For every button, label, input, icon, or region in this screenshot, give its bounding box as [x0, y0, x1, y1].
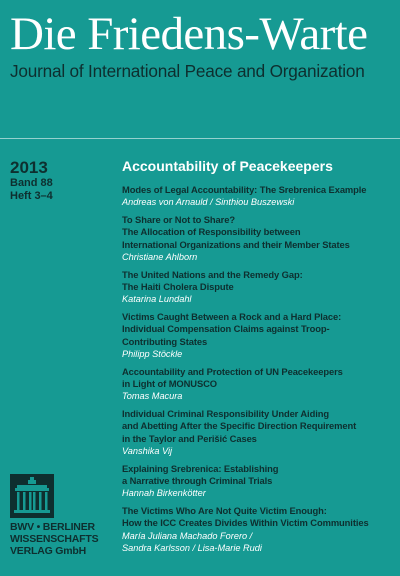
article-title-line: The United Nations and the Remedy Gap: [122, 268, 303, 280]
article-title-line: in the Taylor and Perišić Cases [122, 432, 257, 444]
toc-article [122, 184, 392, 208]
toc-article [122, 366, 392, 402]
article-authors-line: Philipp Stöckle [122, 348, 183, 359]
article-title-line: in Light of MONUSCO [122, 378, 217, 390]
article-title-line: Accountability and Protection of UN Peacekeepers [122, 365, 343, 377]
article-authors-line: Hannah Birkenkötter [122, 488, 206, 499]
article-authors-line: Vanshika Vij [122, 445, 173, 456]
article-authors-line: Katarina Lundahl [122, 294, 192, 305]
publisher-name [10, 522, 110, 557]
article-authors-line: Sandra Karlsson / Lisa-Marie Rudi [122, 542, 262, 553]
article-title-line: How the ICC Creates Divides Within Victim Communities [122, 517, 369, 529]
article-title-line: Modes of Legal Accountability: The Srebrenica Example [122, 184, 367, 195]
toc-article [122, 311, 392, 360]
article-title-line: The Allocation of Responsibility between [122, 226, 301, 238]
article-title-line: and Abetting After the Specific Direction Requirement [122, 420, 357, 432]
header-divider [0, 138, 400, 139]
issue-theme-heading: Accountability of Peacekeepers [122, 158, 333, 174]
journal-subtitle: Journal of International Peace and Organization [10, 61, 365, 81]
issue-year: 2013 [10, 158, 48, 177]
toc-article [122, 505, 392, 553]
article-title-line: Individual Compensation Claims against Troop- [122, 323, 330, 335]
article-authors-line: Andreas von Arnauld / Sinthiou Buszewski [122, 197, 295, 208]
issue-number: Heft 3–4 [10, 190, 53, 202]
publisher-name-line: BWV • BERLINER [10, 521, 95, 533]
article-authors-line: María Juliana Machado Forero / [122, 530, 253, 541]
publisher-name-line: WISSENSCHAFTS [10, 532, 99, 545]
toc-article [122, 214, 392, 263]
toc-article [122, 463, 392, 499]
toc-article [122, 408, 392, 457]
article-title-line: Explaining Srebrenica: Establishing [122, 462, 279, 474]
article-list [122, 184, 392, 554]
article-title-line: The Haiti Cholera Dispute [122, 281, 234, 293]
article-title-line: a Narrative through Criminal Trials [122, 475, 273, 487]
article-title-line: To Share or Not to Share? [122, 214, 235, 226]
publisher-block [10, 474, 110, 557]
article-title-line: Contributing States [122, 335, 208, 347]
article-title-line: Victims Caught Between a Rock and a Hard Place: [122, 311, 342, 323]
journal-title: Die Friedens-Warte [10, 8, 368, 60]
issue-info [10, 158, 100, 203]
toc-article [122, 269, 392, 305]
issue-volume: Band 88 [10, 177, 53, 189]
article-title-line: Individual Criminal Responsibility Under Aiding [122, 408, 329, 420]
brandenburg-gate-icon [10, 474, 54, 518]
article-authors-line: Christiane Ahlborn [122, 251, 198, 262]
article-title-line: The Victims Who Are Not Quite Victim Enough: [122, 505, 327, 517]
article-authors-line: Tomas Macura [122, 391, 183, 402]
article-title-line: International Organizations and their Member States [122, 238, 350, 250]
masthead [10, 8, 395, 81]
table-of-contents [122, 158, 392, 560]
publisher-name-line: VERLAG GmbH [10, 544, 86, 557]
